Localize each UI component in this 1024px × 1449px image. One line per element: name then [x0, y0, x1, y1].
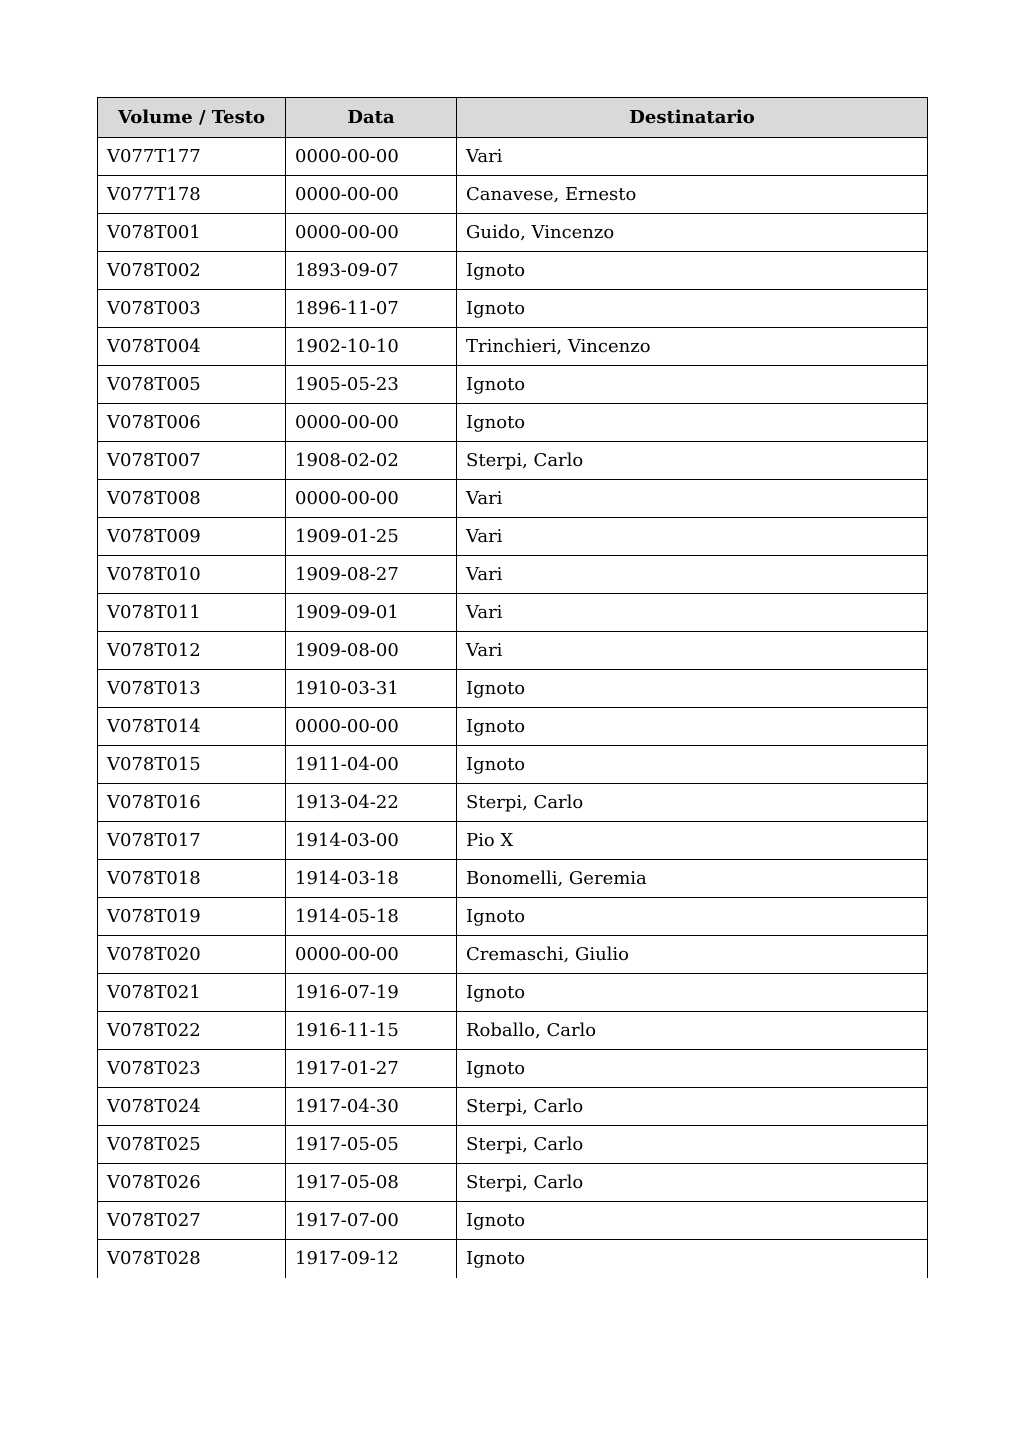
cell-data: 1917-04-30 — [286, 1088, 457, 1126]
cell-data: 1908-02-02 — [286, 442, 457, 480]
table-row — [98, 176, 928, 214]
cell-data: 1909-08-00 — [286, 632, 457, 670]
cell-destinatario: Vari — [457, 594, 928, 632]
table-row — [98, 1164, 928, 1202]
cell-volume-testo: V078T022 — [98, 1012, 286, 1050]
cell-data: 1917-09-12 — [286, 1240, 457, 1278]
cell-data: 1910-03-31 — [286, 670, 457, 708]
cell-destinatario: Ignoto — [457, 746, 928, 784]
table-row — [98, 708, 928, 746]
column-header-data: Data — [286, 98, 457, 138]
cell-destinatario: Pio X — [457, 822, 928, 860]
cell-destinatario: Roballo, Carlo — [457, 1012, 928, 1050]
letters-register-table — [97, 97, 928, 1278]
cell-volume-testo: V078T003 — [98, 290, 286, 328]
table-body — [98, 138, 928, 1278]
cell-volume-testo: V078T014 — [98, 708, 286, 746]
cell-volume-testo: V078T011 — [98, 594, 286, 632]
cell-data: 0000-00-00 — [286, 936, 457, 974]
cell-volume-testo: V078T023 — [98, 1050, 286, 1088]
cell-destinatario: Canavese, Ernesto — [457, 176, 928, 214]
cell-volume-testo: V078T006 — [98, 404, 286, 442]
cell-destinatario: Ignoto — [457, 1050, 928, 1088]
cell-destinatario: Cremaschi, Giulio — [457, 936, 928, 974]
cell-data: 1914-05-18 — [286, 898, 457, 936]
cell-data: 1896-11-07 — [286, 290, 457, 328]
table-row — [98, 214, 928, 252]
cell-destinatario: Vari — [457, 518, 928, 556]
table-row — [98, 1012, 928, 1050]
table-row — [98, 632, 928, 670]
cell-data: 1917-07-00 — [286, 1202, 457, 1240]
table-row — [98, 480, 928, 518]
cell-data: 1911-04-00 — [286, 746, 457, 784]
cell-destinatario: Guido, Vincenzo — [457, 214, 928, 252]
cell-data: 1905-05-23 — [286, 366, 457, 404]
cell-volume-testo: V078T001 — [98, 214, 286, 252]
cell-data: 1909-01-25 — [286, 518, 457, 556]
table-row — [98, 936, 928, 974]
cell-data: 1916-11-15 — [286, 1012, 457, 1050]
cell-volume-testo: V078T015 — [98, 746, 286, 784]
cell-volume-testo: V078T013 — [98, 670, 286, 708]
cell-destinatario: Vari — [457, 556, 928, 594]
table-row — [98, 670, 928, 708]
table-row — [98, 1050, 928, 1088]
cell-destinatario: Sterpi, Carlo — [457, 1164, 928, 1202]
cell-destinatario: Sterpi, Carlo — [457, 1088, 928, 1126]
cell-data: 1917-05-05 — [286, 1126, 457, 1164]
table-row — [98, 1126, 928, 1164]
table-row — [98, 252, 928, 290]
cell-volume-testo: V078T021 — [98, 974, 286, 1012]
table-row — [98, 1088, 928, 1126]
cell-destinatario: Ignoto — [457, 974, 928, 1012]
cell-destinatario: Ignoto — [457, 290, 928, 328]
cell-data: 0000-00-00 — [286, 138, 457, 176]
cell-data: 1909-08-27 — [286, 556, 457, 594]
cell-volume-testo: V078T018 — [98, 860, 286, 898]
cell-volume-testo: V078T009 — [98, 518, 286, 556]
column-header-volume-testo: Volume / Testo — [98, 98, 286, 138]
table-row — [98, 366, 928, 404]
column-header-destinatario: Destinatario — [457, 98, 928, 138]
table-row — [98, 594, 928, 632]
cell-destinatario: Ignoto — [457, 366, 928, 404]
table-row — [98, 442, 928, 480]
cell-volume-testo: V078T024 — [98, 1088, 286, 1126]
cell-destinatario: Ignoto — [457, 708, 928, 746]
cell-destinatario: Vari — [457, 632, 928, 670]
table-row — [98, 138, 928, 176]
cell-data: 1909-09-01 — [286, 594, 457, 632]
cell-destinatario: Ignoto — [457, 1202, 928, 1240]
table-row — [98, 1240, 928, 1278]
cell-data: 1914-03-00 — [286, 822, 457, 860]
cell-volume-testo: V078T007 — [98, 442, 286, 480]
cell-destinatario: Ignoto — [457, 670, 928, 708]
cell-destinatario: Ignoto — [457, 1240, 928, 1278]
cell-destinatario: Bonomelli, Geremia — [457, 860, 928, 898]
cell-volume-testo: V078T008 — [98, 480, 286, 518]
table-row — [98, 518, 928, 556]
cell-destinatario: Vari — [457, 138, 928, 176]
cell-data: 1916-07-19 — [286, 974, 457, 1012]
cell-volume-testo: V078T004 — [98, 328, 286, 366]
table-row — [98, 974, 928, 1012]
cell-data: 0000-00-00 — [286, 480, 457, 518]
cell-destinatario: Vari — [457, 480, 928, 518]
cell-data: 0000-00-00 — [286, 214, 457, 252]
cell-data: 0000-00-00 — [286, 708, 457, 746]
cell-data: 1902-10-10 — [286, 328, 457, 366]
cell-volume-testo: V078T005 — [98, 366, 286, 404]
cell-destinatario: Ignoto — [457, 252, 928, 290]
table-header-row — [98, 98, 928, 138]
cell-destinatario: Sterpi, Carlo — [457, 784, 928, 822]
cell-volume-testo: V078T020 — [98, 936, 286, 974]
cell-data: 0000-00-00 — [286, 176, 457, 214]
cell-destinatario: Sterpi, Carlo — [457, 1126, 928, 1164]
cell-data: 1893-09-07 — [286, 252, 457, 290]
cell-volume-testo: V078T016 — [98, 784, 286, 822]
cell-volume-testo: V078T010 — [98, 556, 286, 594]
cell-data: 1917-01-27 — [286, 1050, 457, 1088]
table-row — [98, 1202, 928, 1240]
cell-volume-testo: V078T019 — [98, 898, 286, 936]
table-row — [98, 822, 928, 860]
cell-volume-testo: V078T027 — [98, 1202, 286, 1240]
cell-destinatario: Trinchieri, Vincenzo — [457, 328, 928, 366]
table-row — [98, 860, 928, 898]
cell-volume-testo: V077T177 — [98, 138, 286, 176]
cell-data: 0000-00-00 — [286, 404, 457, 442]
cell-volume-testo: V078T025 — [98, 1126, 286, 1164]
cell-data: 1913-04-22 — [286, 784, 457, 822]
cell-volume-testo: V078T012 — [98, 632, 286, 670]
cell-destinatario: Sterpi, Carlo — [457, 442, 928, 480]
cell-volume-testo: V078T002 — [98, 252, 286, 290]
cell-volume-testo: V078T026 — [98, 1164, 286, 1202]
cell-data: 1914-03-18 — [286, 860, 457, 898]
cell-volume-testo: V077T178 — [98, 176, 286, 214]
table-row — [98, 328, 928, 366]
table-row — [98, 404, 928, 442]
table-row — [98, 784, 928, 822]
table-row — [98, 290, 928, 328]
cell-volume-testo: V078T017 — [98, 822, 286, 860]
table-row — [98, 556, 928, 594]
cell-destinatario: Ignoto — [457, 898, 928, 936]
cell-destinatario: Ignoto — [457, 404, 928, 442]
table-row — [98, 746, 928, 784]
table-row — [98, 898, 928, 936]
cell-data: 1917-05-08 — [286, 1164, 457, 1202]
cell-volume-testo: V078T028 — [98, 1240, 286, 1278]
